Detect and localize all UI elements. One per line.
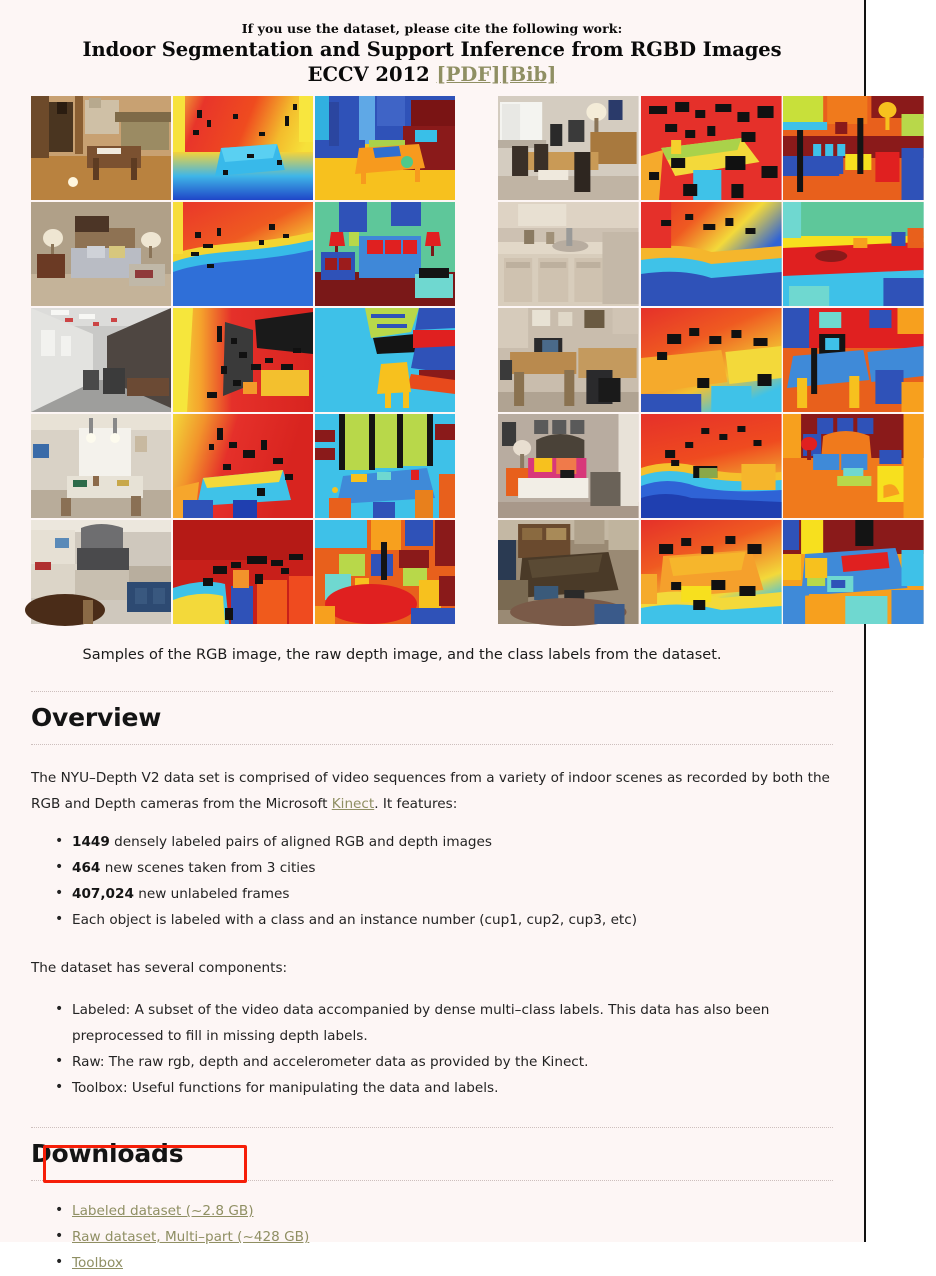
sample-labels xyxy=(315,96,455,200)
sample-labels xyxy=(315,520,455,624)
sample-labels xyxy=(315,202,455,306)
feature-value: 464 xyxy=(72,860,101,876)
sample-rgb xyxy=(498,308,639,412)
spacer xyxy=(31,1101,833,1127)
components-intro: The dataset has several components: xyxy=(31,960,288,976)
sample-depth xyxy=(641,202,782,306)
paper-venue-line xyxy=(31,62,833,87)
sample-labels xyxy=(783,520,924,624)
sample-rgb xyxy=(498,96,639,200)
features-list xyxy=(31,829,833,933)
downloads-heading: Downloads xyxy=(31,1139,184,1168)
samples-grid-right xyxy=(498,96,924,624)
sample-depth xyxy=(173,96,313,200)
download-link-toolbox[interactable]: Toolbox xyxy=(72,1255,123,1271)
samples-grid-left xyxy=(31,96,455,624)
feature-text: Each object is labeled with a class and an instance number (cup1, cup2, cup3, etc) xyxy=(72,912,638,928)
list-item xyxy=(72,881,833,907)
feature-text: new scenes taken from 3 cities xyxy=(100,860,316,876)
sample-depth xyxy=(173,414,313,518)
sample-depth xyxy=(641,96,782,200)
spacer xyxy=(31,692,833,702)
overview-intro xyxy=(31,765,833,817)
sample-depth xyxy=(173,520,313,624)
rule-below-downloads xyxy=(31,1180,833,1181)
sample-rgb xyxy=(31,414,171,518)
downloads-list xyxy=(31,1198,833,1276)
overview-intro-part2: . It features: xyxy=(374,796,458,812)
spacer xyxy=(31,1128,833,1138)
list-item xyxy=(72,907,833,933)
list-item xyxy=(72,855,833,881)
sample-rgb xyxy=(31,520,171,624)
sample-depth xyxy=(641,414,782,518)
kinect-link[interactable]: Kinect xyxy=(331,796,375,812)
feature-text: new unlabeled frames xyxy=(133,886,290,902)
list-item xyxy=(72,1198,833,1224)
figure-caption: Samples of the RGB image, the raw depth image, and the class labels from the dataset. xyxy=(82,647,722,663)
rule-below-overview xyxy=(31,744,833,745)
sample-rgb xyxy=(31,308,171,412)
sample-rgb xyxy=(498,414,639,518)
overview-heading: Overview xyxy=(31,703,162,732)
list-item xyxy=(72,1250,833,1276)
citation-prompt: If you use the dataset, please cite the following work: xyxy=(241,21,623,36)
sample-rgb xyxy=(498,202,639,306)
sample-labels xyxy=(783,202,924,306)
sample-labels xyxy=(315,308,455,412)
components-list xyxy=(31,997,833,1101)
sample-depth xyxy=(173,202,313,306)
samples-figure xyxy=(31,96,833,624)
list-item xyxy=(72,829,833,855)
overview-intro-part1: The NYU–Depth V2 data set is comprised of video sequences from a variety of indoor scenes as recorded by both the RGB and Depth cameras from the Microsoft xyxy=(31,770,830,812)
sample-labels xyxy=(315,414,455,518)
citation-block xyxy=(31,0,833,87)
sample-depth xyxy=(641,520,782,624)
pdf-link[interactable]: [PDF] xyxy=(436,63,501,86)
sample-rgb xyxy=(31,202,171,306)
feature-text: densely labeled pairs of aligned RGB and depth images xyxy=(109,834,492,850)
download-link-labeled-dataset[interactable]: Labeled dataset (~2.8 GB) xyxy=(72,1203,254,1219)
spacer xyxy=(31,665,833,691)
feature-value: 407,024 xyxy=(72,886,134,902)
list-item: • Labeled: A subset of the video data accompanied by dense multi–class labels. This data has also been preprocessed to fill in missing depth labels. xyxy=(72,997,833,1049)
list-item: • Raw: The raw rgb, depth and accelerometer data as provided by the Kinect. xyxy=(72,1049,833,1075)
sample-rgb xyxy=(498,520,639,624)
spacer xyxy=(31,1170,833,1180)
feature-value: 1449 xyxy=(72,834,110,850)
download-link-raw-dataset[interactable]: Raw dataset, Multi–part (~428 GB) xyxy=(72,1229,310,1245)
sample-labels xyxy=(783,308,924,412)
sample-rgb xyxy=(31,96,171,200)
paper-title: Indoor Segmentation and Support Inference from RGBD Images xyxy=(82,38,782,61)
spacer xyxy=(31,734,833,744)
venue-text: ECCV 2012 xyxy=(307,63,430,86)
sample-labels xyxy=(783,414,924,518)
sample-depth xyxy=(173,308,313,412)
sample-depth xyxy=(641,308,782,412)
sample-labels xyxy=(783,96,924,200)
bib-link[interactable]: [Bib] xyxy=(500,63,557,86)
list-item xyxy=(72,1224,833,1250)
list-item: • Toolbox: Useful functions for manipulating the data and labels. xyxy=(72,1075,833,1101)
